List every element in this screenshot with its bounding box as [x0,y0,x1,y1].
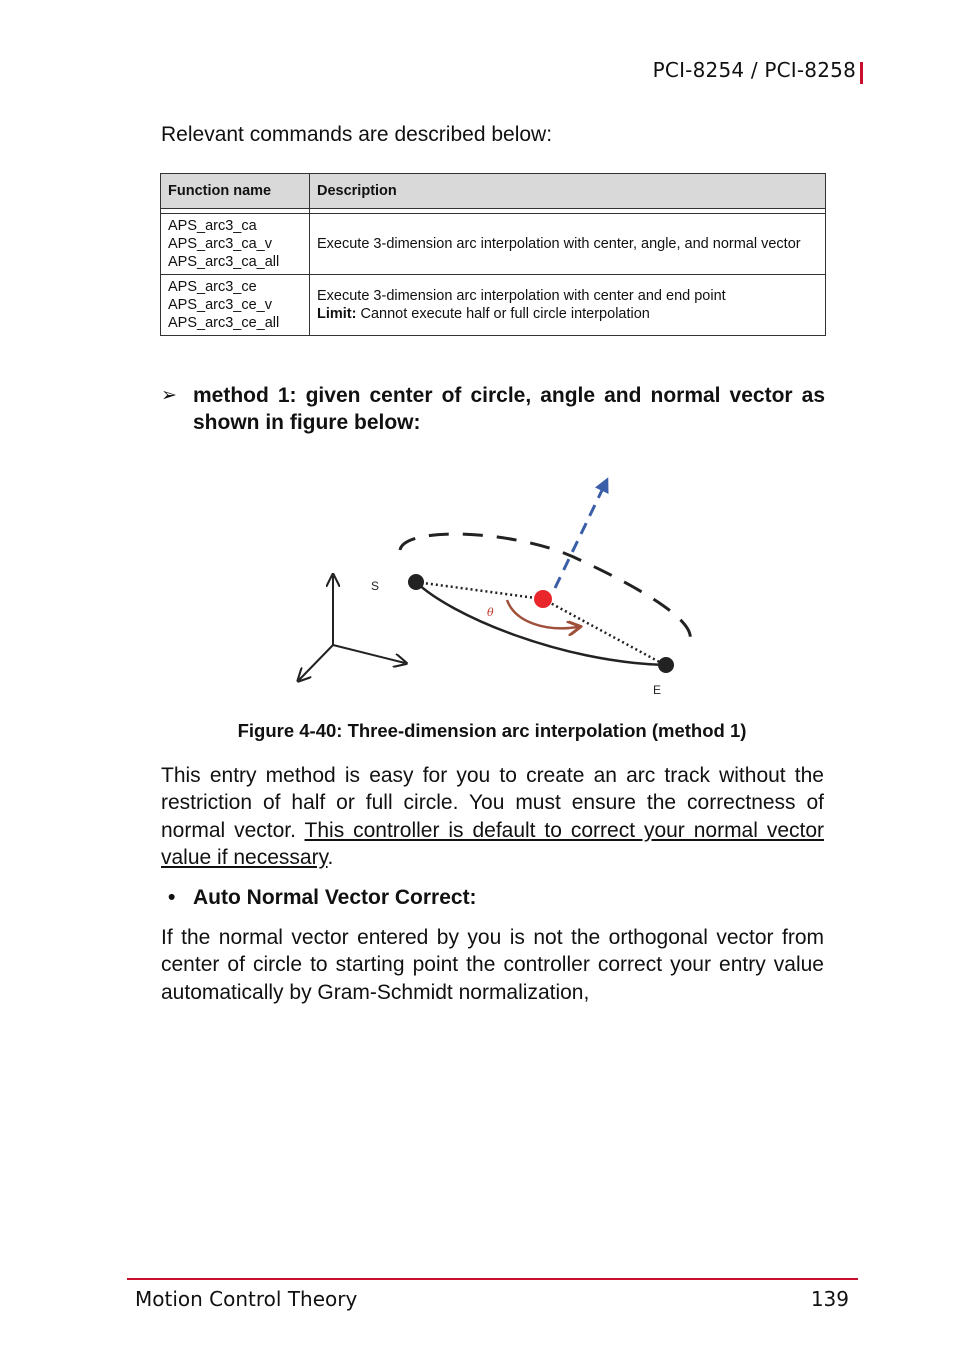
arc-interpolation-figure [280,470,720,702]
end-label: E [653,683,662,697]
method-heading [161,382,825,436]
footer-divider [127,1278,858,1280]
normal-vector-arrow [555,484,605,588]
arrow-bullet-icon: ➢ [161,385,177,406]
col-header-function: Function name [161,174,310,209]
start-point [408,574,424,590]
function-name: APS_arc3_ca [168,218,257,234]
start-label: S [371,579,380,593]
paragraph-entry-method [161,762,824,871]
radius-end-line [543,599,665,665]
limit-note [317,305,818,323]
description-text: Execute 3-dimension arc interpolation with center, angle, and normal vector [317,236,801,252]
function-name: APS_arc3_ce [168,279,257,295]
function-name: APS_arc3_ce_v [168,297,272,313]
header-title: PCI-8254 / PCI-8258 [652,58,856,82]
method-heading-text: method 1: given center of circle, angle and normal vector as shown in figure below: [193,384,825,434]
paragraph-auto-correct: If the normal vector entered by you is not the orthogonal vector from center of circle to starting point the controller correct your entry value automatically by Gram-Schmidt normalization, [161,926,824,1004]
underlined-text: This controller is default to correct your normal vector value if necessary [161,818,825,869]
y-axis-line [299,645,333,680]
function-names-cell [161,214,310,275]
paragraph-text: This entry method is easy for you to create an arc track without the restriction of half or full circle. You must ensure the correctness of normal vector. [161,764,824,842]
description-cell [310,275,826,336]
description-cell [310,214,826,275]
function-name: APS_arc3_ce_all [168,315,280,331]
table-row [161,214,826,275]
description-text: Execute 3-dimension arc interpolation with center and end point [317,288,726,304]
header-accent-bar [860,62,863,84]
table-row [161,275,826,336]
limit-text: Cannot execute half or full circle interpolation [356,306,650,322]
page-number: 139 [810,1287,849,1311]
x-axis-line [333,645,405,663]
function-names-cell [161,275,310,336]
footer-section-title: Motion Control Theory [135,1287,358,1311]
figure-caption: Figure 4-40: Three-dimension arc interpolation (method 1) [237,720,747,741]
auto-normal-bullet [168,886,477,910]
end-point [658,657,674,673]
angle-label: θ [487,606,494,619]
bullet-dot-icon: • [168,886,176,909]
col-header-description: Description [310,174,826,209]
dashed-circle-outline [400,534,690,640]
bullet-text: Auto Normal Vector Correct: [193,886,477,909]
function-name: APS_arc3_ca_all [168,254,280,270]
paragraph-end: . [327,845,334,869]
commands-table [160,173,826,336]
function-name: APS_arc3_ca_v [168,236,272,252]
limit-label: Limit: [317,306,357,322]
center-point [534,590,552,608]
intro-text: Relevant commands are described below: [161,123,553,146]
